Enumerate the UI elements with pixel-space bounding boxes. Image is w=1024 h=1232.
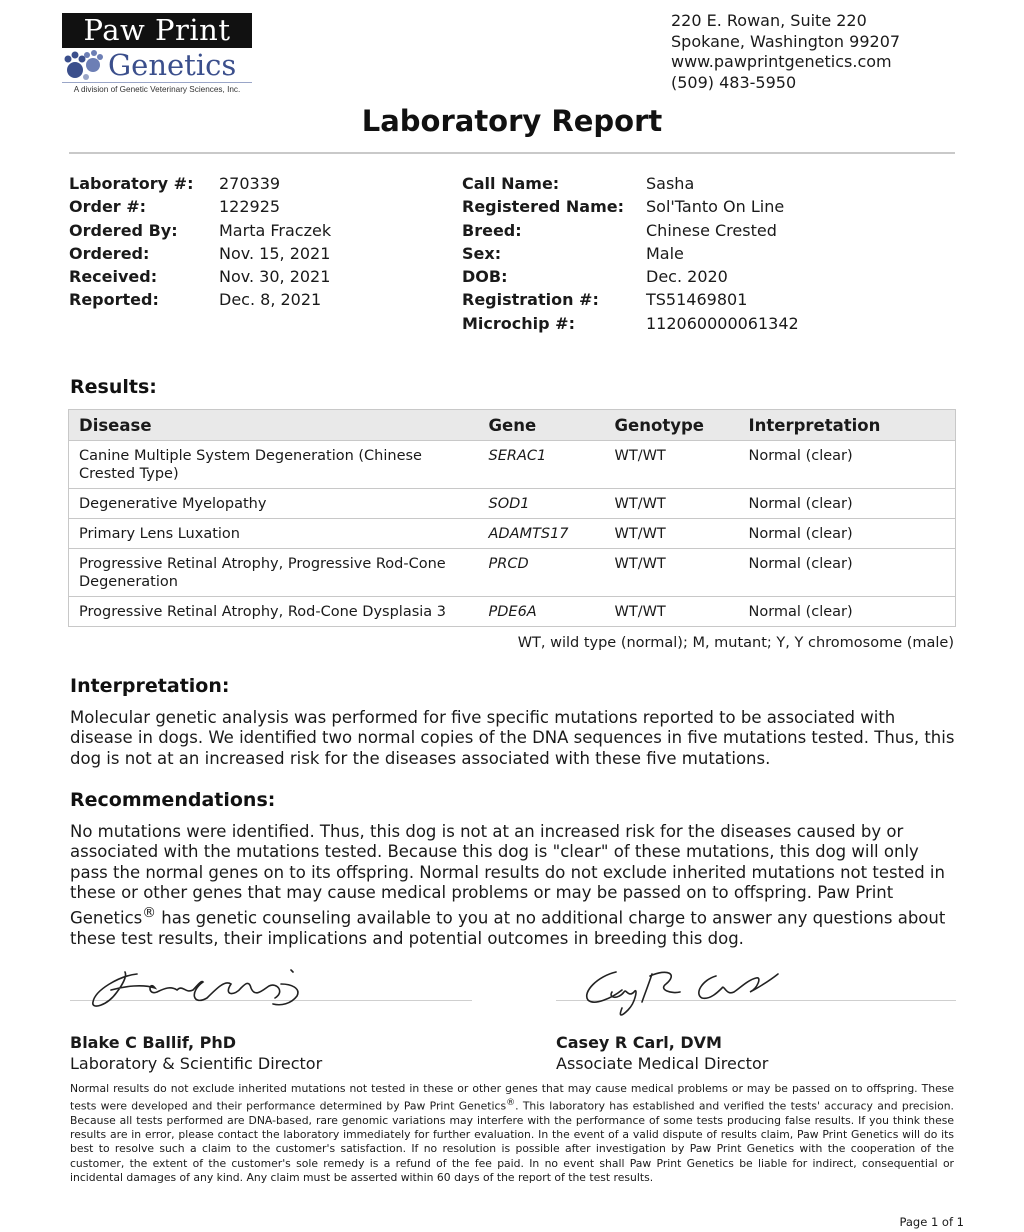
genotype-cell: WT/WT [605,597,739,627]
dog-info-value: Sasha [646,174,695,193]
genotype-cell: WT/WT [605,519,739,549]
results-header-row [69,410,956,441]
genotype-cell: WT/WT [605,549,739,597]
legal-disclaimer [70,1082,954,1185]
order-info-label: Laboratory #: [69,174,194,193]
order-info-label: Order #: [69,197,147,217]
order-info-value: Nov. 15, 2021 [219,243,331,263]
dog-info-label: Registered Name: [462,197,625,217]
interpretation-cell: Normal (clear) [739,597,956,627]
gene-cell: PDE6A [479,597,605,627]
table-row [69,597,956,627]
order-info-value: 270339 [219,174,281,193]
disease-cell: Progressive Retinal Atrophy, Rod-Cone Dysplasia 3 [69,597,479,627]
dog-info [462,172,799,335]
dog-info-value: TS51469801 [646,290,748,310]
logo-tagline: A division of Genetic Veterinary Sciences, Inc. [73,85,241,94]
carl-signature-image [578,962,788,1022]
signer-title: Associate Medical Director [556,1054,769,1073]
results-table [68,409,956,627]
order-info-value: Dec. 8, 2021 [219,290,322,310]
column-header-interpretation: Interpretation [739,410,956,441]
interpretation-cell: Normal (clear) [739,489,956,519]
genotype-legend: WT, wild type (normal); M, mutant; Y, Y chromosome (male) [517,635,954,651]
dog-info-row [462,172,799,195]
interpretation-cell: Normal (clear) [739,441,956,489]
dog-info-label: DOB: [462,267,508,287]
order-info-row [69,242,331,265]
dog-info-value: Sol'Tanto On Line [646,197,785,217]
page-number: Page 1 of 1 [899,1215,964,1229]
order-info-label: Ordered By: [69,220,178,240]
recommendations-heading: Recommendations: [70,789,276,811]
table-row [69,489,956,519]
signer-name: Blake C Ballif, PhD [70,1033,236,1052]
order-info-value: Nov. 30, 2021 [219,267,331,287]
disease-cell: Progressive Retinal Atrophy, Progressive Rod-Cone Degeneration [69,549,479,597]
report-title: Laboratory Report [361,104,663,138]
dog-info-label: Sex: [462,243,502,263]
interpretation-cell: Normal (clear) [739,519,956,549]
dog-info-label: Registration #: [462,290,599,310]
genotype-cell: WT/WT [605,441,739,489]
paw-print-icon [62,48,106,82]
interpretation-heading: Interpretation: [70,675,230,697]
dog-info-row [462,312,799,335]
disease-cell: Degenerative Myelopathy [69,489,479,519]
dog-info-label: Breed: [462,220,522,240]
results-heading: Results: [70,376,157,398]
dog-info-value: Dec. 2020 [646,267,728,287]
address-phone: (509) 483-5950 [671,72,797,92]
gene-cell: PRCD [479,549,605,597]
dog-info-row [462,195,799,218]
disclaimer-text-start: Normal results do not exclude inherited mutations not tested in these or other genes that may cause medical problems or may be passed on to offspring. These tests were developed and their performance determined by Paw Print Genetics [70,1082,954,1113]
disease-cell: Primary Lens Luxation [69,519,479,549]
dog-info-row [462,265,799,288]
dog-info-value: Male [646,243,684,263]
recommendations-text-end: has genetic counseling available to you at no additional charge to answer any questions about these test results, their implications and potential outcomes in breeding this dog. [70,908,946,948]
order-info [69,172,331,312]
gene-cell: SERAC1 [479,441,605,489]
dog-info-value: Chinese Crested [646,220,777,240]
order-info-label: Ordered: [69,243,150,263]
order-info-row [69,172,331,195]
title-divider [69,152,955,154]
address-city: Spokane, Washington 99207 [671,31,901,51]
logo-wordmark-bottom: Genetics [108,48,237,82]
order-info-value: 122925 [219,197,281,217]
registered-mark: ® [142,905,157,922]
column-header-disease: Disease [69,410,479,441]
lab-address [671,11,900,93]
dog-info-row [462,242,799,265]
order-info-row [69,288,331,311]
dog-info-label: Microchip #: [462,313,575,333]
signer-title: Laboratory & Scientific Director [70,1054,323,1073]
interpretation-cell: Normal (clear) [739,549,956,597]
order-info-row [69,265,331,288]
gene-cell: ADAMTS17 [479,519,605,549]
table-row [69,441,956,489]
recommendations-text [70,822,958,949]
order-info-label: Received: [69,267,158,287]
signer-name: Casey R Carl, DVM [556,1033,722,1052]
gene-cell: SOD1 [479,489,605,519]
dog-info-value: 112060000061342 [646,313,799,333]
column-header-gene: Gene [479,410,605,441]
order-info-value: Marta Fraczek [219,220,332,240]
recommendations-text-start: No mutations were identified. Thus, this dog is not at an increased risk for the diseases caused by or associated with the mutations tested. Because this dog is "clear" of these mutations, this dog will only pass the normal genes on to its offspring. Normal results do not exclude inherited mutations not tested in these or other genes that may cause medical problems or may be passed on to offspring. Paw Print Genetics [70,822,945,928]
order-info-label: Reported: [69,290,159,310]
disease-cell: Canine Multiple System Degeneration (Chinese Crested Type) [69,441,479,489]
signer-ballif [70,1032,322,1074]
order-info-row [69,195,331,218]
genotype-cell: WT/WT [605,489,739,519]
registered-mark: ® [506,1098,516,1109]
table-row [69,519,956,549]
dog-info-row [462,288,799,311]
table-row [69,549,956,597]
order-info-row [69,219,331,242]
dog-info-label: Call Name: [462,174,560,193]
disclaimer-text-end: . This laboratory has established and verified the tests' accuracy and precision. Because all tests performed are DNA-based, rare genomic variations may interfere with the performance of some tests producing false results. If you think these results are in error, please contact the laboratory immediately for further evaluation. In the event of a valid dispute of results claim, Paw Print Genetics will do its best to resolve such a claim to the customer's satisfaction. If no resolution is possible after investigation by Paw Print Genetics with the cooperation of the customer, the extent of the customer's sole remedy is a refund of the fee paid. In no event shall Paw Print Genetics be liable for indirect, consequential or incidental damages of any kind. Any claim must be asserted within 60 days of the report of the test results. [70,1099,954,1184]
address-street: 220 E. Rowan, Suite 220 [671,11,867,30]
signer-carl [556,1032,768,1074]
logo-wordmark-row [62,48,252,83]
column-header-genotype: Genotype [605,410,739,441]
ballif-signature-image [85,962,325,1014]
interpretation-text: Molecular genetic analysis was performed for five specific mutations reported to be associated with disease in dogs. We identified two normal copies of the DNA sequences in five mutations tested. Thus, this dog is not at an increased risk for the diseases associated with these five mutations. [70,708,955,768]
company-logo [62,13,252,94]
address-website[interactable]: www.pawprintgenetics.com [671,52,892,71]
dog-info-row [462,219,799,242]
logo-wordmark-top: Paw Print [62,13,252,48]
